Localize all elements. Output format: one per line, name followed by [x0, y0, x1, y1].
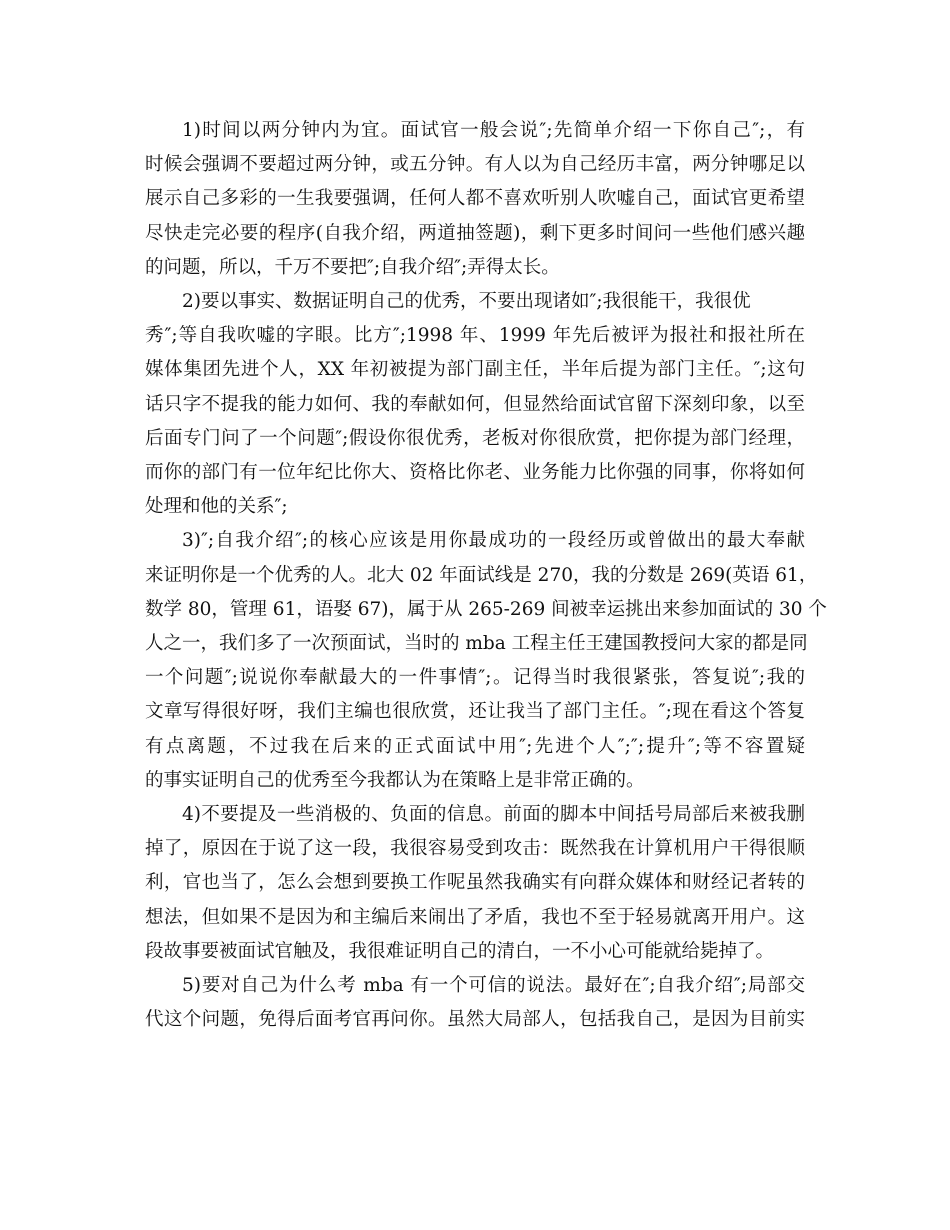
text-line: 时候会强调不要超过两分钟，或五分钟。有人以为自己经历丰富，两分钟哪足以 — [145, 154, 805, 176]
text-line: 秀″;等自我吹嘘的字眼。比方″;1998 年、1999 年先后被评为报社和报社所在 — [145, 325, 805, 347]
text-line: 想法，但如果不是因为和主编后来闹出了矛盾，我也不至于轻易就离开用户。这 — [145, 906, 805, 928]
text-line: 媒体集团先进个人，XX 年初被提为部门副主任，半年后提为部门主任。″;这句 — [145, 359, 805, 381]
text-line: 文章写得很好呀，我们主编也很欣赏，还让我当了部门主任。″;现在看这个答复 — [145, 701, 805, 723]
text-line: 利，官也当了，怎么会想到要换工作呢虽然我确实有向群众媒体和财经记者转的 — [145, 872, 805, 894]
text-line: 段故事要被面试官触及，我很难证明自己的清白，一不小心可能就给毙掉了。 — [145, 940, 775, 962]
paragraph-5 — [145, 969, 805, 1037]
text-line: 一个问题″;说说你奉献最大的一件事情″;。记得当时我很紧张，答复说″;我的 — [145, 667, 805, 689]
text-line: 2)要以事实、数据证明自己的优秀，不要出现诸如″;我很能干，我很优 — [182, 291, 751, 313]
paragraph-4 — [145, 798, 805, 969]
text-line: 4)不要提及一些消极的、负面的信息。前面的脚本中间括号局部后来被我删 — [182, 804, 805, 826]
text-line: 来证明你是一个优秀的人。北大 02 年面试线是 270，我的分数是 269(英语 61， — [145, 564, 818, 586]
text-line: 掉了，原因在于说了这一段，我很容易受到攻击：既然我在计算机用户干得很顺 — [145, 838, 805, 860]
paragraph-1 — [145, 114, 805, 285]
text-line: 后面专门问了一个问题″;假设你很优秀，老板对你很欣赏，把你提为部门经理， — [145, 427, 805, 449]
text-line: 而你的部门有一位年纪比你大、资格比你老、业务能力比你强的同事，你将如何 — [145, 462, 805, 484]
document-body — [145, 114, 827, 1037]
text-line: 尽快走完必要的程序(自我介绍，两道抽签题)，剩下更多时间问一些他们感兴趣 — [145, 222, 805, 244]
text-line: 的事实证明自己的优秀至今我都认为在策略上是非常正确的。 — [145, 769, 645, 791]
text-line: 处理和他的关系″; — [145, 496, 288, 518]
text-line: 人之一，我们多了一次预面试，当时的 mba 工程主任王建国教授问大家的都是同 — [145, 633, 808, 655]
text-line: 代这个问题，免得后面考官再问你。虽然大局部人，包括我自己，是因为目前实 — [145, 1009, 805, 1031]
text-line: 1)时间以两分钟内为宜。面试官一般会说″;先简单介绍一下你自己″;，有 — [182, 120, 805, 141]
text-line: 展示自己多彩的一生我要强调，任何人都不喜欢听别人吹嘘自己，面试官更希望 — [145, 188, 805, 210]
text-line: 话只字不提我的能力如何、我的奉献如何，但显然给面试官留下深刻印象，以至 — [145, 393, 805, 415]
text-line: 3)″;自我介绍″;的核心应该是用你最成功的一段经历或曾做出的最大奉献 — [182, 530, 805, 552]
paragraph-3 — [145, 524, 827, 798]
text-line: 数学 80，管理 61，语娶 67)，属于从 265-269 间被幸运挑出来参加面试的 30 个 — [145, 598, 827, 620]
text-line: 的问题，所以，千万不要把″;自我介绍″;弄得太长。 — [145, 256, 560, 278]
paragraph-2 — [145, 285, 805, 524]
text-line: 有点离题，不过我在后来的正式面试中用″;先进个人″;″;提升″;等不容置疑 — [145, 735, 805, 757]
text-line: 5)要对自己为什么考 mba 有一个可信的说法。最好在″;自我介绍″;局部交 — [182, 975, 805, 997]
